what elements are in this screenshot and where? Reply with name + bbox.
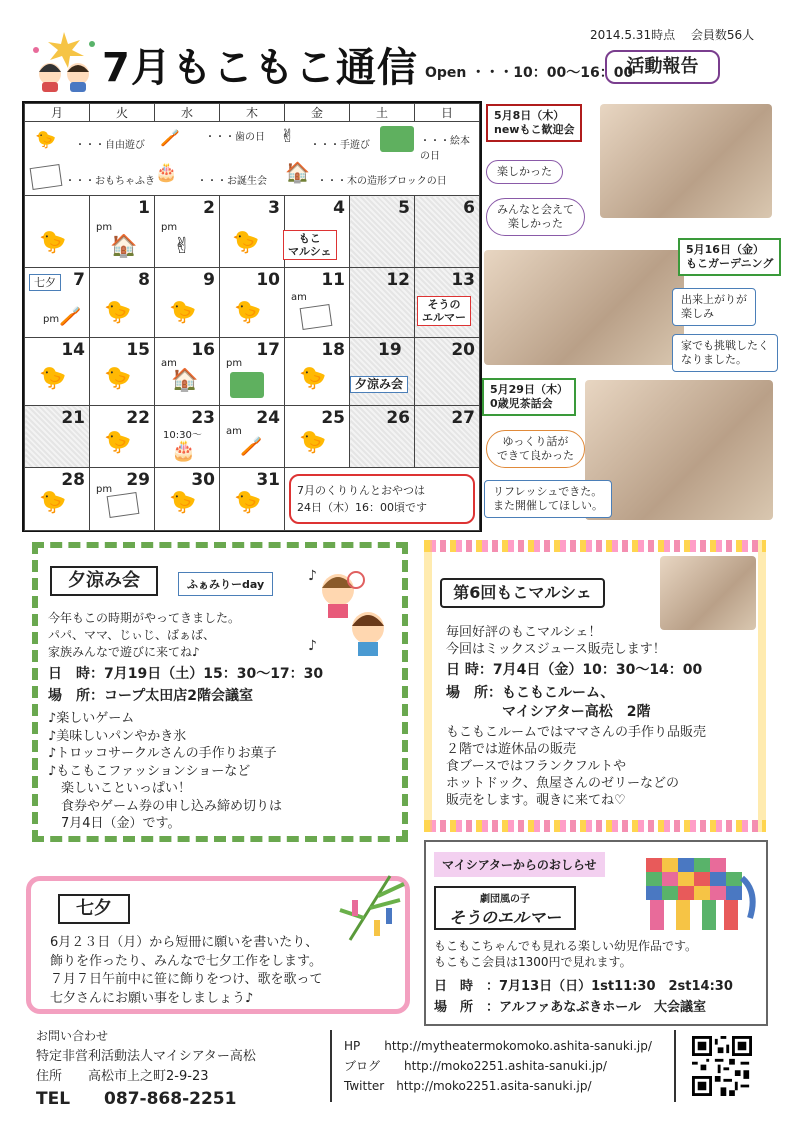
legend-hand-play: ・・・手遊び <box>310 140 370 151</box>
day-number: 17 <box>256 340 280 360</box>
comment-bubble: 出来上がりが 楽しみ <box>672 288 756 326</box>
day-cell-7[interactable] <box>25 268 90 338</box>
cake-icon: 🎂 <box>171 438 196 462</box>
day-cell-6[interactable] <box>415 196 480 268</box>
yusuzumi-tag: 夕涼み会 <box>350 376 408 393</box>
time-am: am <box>161 358 177 369</box>
day-cell-27[interactable] <box>415 406 480 468</box>
day-cell-18[interactable] <box>285 338 350 406</box>
day-cell-5[interactable] <box>350 196 415 268</box>
activity-name: もこガーデニング <box>686 257 774 270</box>
day-cell-29[interactable] <box>90 468 155 531</box>
day-cell-30[interactable] <box>155 468 220 531</box>
weekday-thu: 木 <box>220 104 285 122</box>
time-pm: pm <box>226 358 243 369</box>
time-pm: pm <box>96 484 113 495</box>
weekday-tue: 火 <box>90 104 155 122</box>
chick-icon: 🐤 <box>104 300 132 325</box>
day-cell-26[interactable] <box>350 406 415 468</box>
tanabata-body: 6月２３日（月）から短冊に願いを書いたり、 飾りを作ったり、みんなで七夕工作をします。 ７月７日午前中に笹に飾りをつけ、歌を歌って 七夕さんにお願い事をしましょう♪ <box>50 935 323 1006</box>
time-1030: 10:30〜 <box>163 430 202 441</box>
contact-address <box>36 1068 209 1085</box>
chick-icon: 🐤 <box>35 130 57 150</box>
day-cell-1[interactable] <box>90 196 155 268</box>
dancing-kids-illustration <box>300 560 400 660</box>
contact-tel <box>36 1088 236 1110</box>
cloth-icon <box>107 492 140 518</box>
comment-bubble: みんなと会えて 楽しかった <box>486 198 585 236</box>
activity-name: 0歳児茶話会 <box>490 397 553 410</box>
chick-icon: 🐤 <box>39 366 67 391</box>
day-number: 22 <box>126 408 150 428</box>
family-day-label: ふぁみりーday <box>178 572 273 596</box>
day-cell-empty <box>25 196 90 268</box>
toothbrush-icon: 🪥 <box>240 436 263 457</box>
day-number: 16 <box>191 340 215 360</box>
weekday-sat: 土 <box>350 104 415 122</box>
tanabata-kids-logo <box>28 30 100 94</box>
theater-place: 場 所 ：アルファあなぶきホール 大会議室 <box>434 1000 706 1015</box>
day-cell-2[interactable] <box>155 196 220 268</box>
activity-photo-1 <box>600 104 772 218</box>
day-number: 4 <box>333 198 345 218</box>
chick-icon: 🐤 <box>104 366 132 391</box>
yusuzumi-place: 場 所：コープ太田店2階会議室 <box>48 688 254 704</box>
day-cell-8[interactable] <box>90 268 155 338</box>
day-cell-16[interactable] <box>155 338 220 406</box>
day-number: 6 <box>463 198 475 218</box>
link-hp <box>344 1038 652 1055</box>
activity-label-3 <box>482 378 576 416</box>
tel-label: TEL <box>36 1089 71 1109</box>
time-pm: pm <box>43 314 60 325</box>
snack-note-cell <box>285 468 480 531</box>
activity-date: 5月16日（金） <box>686 243 764 256</box>
day-cell-25[interactable] <box>285 406 350 468</box>
marche-datetime: 日 時：7月4日（金）10：30〜14：00 <box>446 662 703 678</box>
comment-bubble: ゆっくり話が できて良かった <box>486 430 585 468</box>
activity-photo-3 <box>585 380 773 520</box>
day-number: 15 <box>126 340 150 360</box>
qr-code-icon[interactable] <box>692 1036 752 1096</box>
link-label: ブログ <box>344 1059 381 1073</box>
legend-free-play: ・・・自由遊び <box>75 140 145 151</box>
bamboo-illustration <box>330 870 414 944</box>
day-number: 13 <box>451 270 475 290</box>
day-number: 19 <box>378 340 402 360</box>
day-cell-17[interactable] <box>220 338 285 406</box>
day-number: 26 <box>386 408 410 428</box>
theater-header: マイシアターからのおしらせ <box>434 852 605 877</box>
marche-intro: 毎回好評のもこマルシェ！ 今回はミックスジュース販売します！ <box>446 625 666 657</box>
day-cell-20[interactable] <box>415 338 480 406</box>
time-pm: pm <box>161 222 178 233</box>
day-number: 5 <box>398 198 410 218</box>
comment-bubble: 楽しかった <box>486 160 563 184</box>
day-cell-11[interactable] <box>285 268 350 338</box>
yusuzumi-datetime: 日 時：7月19日（土）15：30〜17：30 <box>48 666 324 682</box>
day-number: 27 <box>451 408 475 428</box>
legend-teeth-day: ・・・歯の日 <box>205 132 265 143</box>
open-hours: Open ・・・10：00〜16：00 <box>425 65 634 81</box>
address-label: 住所 <box>36 1069 63 1084</box>
cloth-icon <box>300 304 333 330</box>
link-label: HP <box>344 1039 361 1053</box>
play-title: そうのエルマー <box>448 908 561 927</box>
link-label: Twitter <box>344 1079 385 1093</box>
chick-icon: 🐤 <box>169 490 197 515</box>
chick-icon: 🐤 <box>39 230 67 255</box>
marche-title: 第6回もこマルシェ <box>440 578 605 608</box>
day-cell-19[interactable] <box>350 338 415 406</box>
peace-hand-icon: ✌ <box>280 126 296 147</box>
comment-bubble: 家でも挑戦したく なりました。 <box>672 334 778 372</box>
day-number: 21 <box>61 408 85 428</box>
legend-birthday-party: ・・・お誕生会 <box>197 176 267 187</box>
day-number: 11 <box>321 270 345 290</box>
link-url[interactable]: http://moko2251.ashita-sanuki.jp/ <box>404 1059 607 1073</box>
day-number: 31 <box>256 470 280 490</box>
day-cell-12[interactable] <box>350 268 415 338</box>
weekday-mon: 月 <box>25 104 90 122</box>
day-cell-13[interactable] <box>415 268 480 338</box>
marche-place: 場 所：もこもこルーム、 マイシアター高松 2階 <box>446 685 651 720</box>
contact-label: お問い合わせ <box>36 1029 109 1043</box>
activity-label-1 <box>486 104 582 142</box>
marche-body: もこもこルームではママさんの手作り品販売 ２階では遊休品の販売 食ブースではフランクフルトや ホットドック、魚屋さんのゼリーなどの 販売をします。覗きに来てね♡ <box>446 725 707 808</box>
day-number: 18 <box>321 340 345 360</box>
legend-picture-book-day: ・・・絵本の日 <box>420 136 470 162</box>
day-cell-14[interactable] <box>25 338 90 406</box>
tanabata-title: 七夕 <box>58 894 130 924</box>
weekday-fri: 金 <box>285 104 350 122</box>
legend-wood-block-day: ・・・木の造形ブロックの日 <box>317 176 447 187</box>
day-cell-10[interactable] <box>220 268 285 338</box>
activity-photo-2 <box>484 250 684 365</box>
svg-text:♪: ♪ <box>308 638 317 654</box>
day-number: 8 <box>138 270 150 290</box>
day-number: 1 <box>138 198 150 218</box>
link-twitter <box>344 1078 591 1095</box>
day-number: 3 <box>268 198 280 218</box>
day-cell-23[interactable] <box>155 406 220 468</box>
yusuzumi-intro: 今年もこの時期がやってきました。 パパ、ママ、じぃじ、ばぁば、 家族みんなで遊びに来てね♪ <box>48 611 241 659</box>
legend-toy-wiping: ・・・おもちゃふき <box>65 176 155 187</box>
day-number: 24 <box>256 408 280 428</box>
tel-value[interactable]: 087-868-2251 <box>104 1089 237 1109</box>
picture-book-icon <box>230 372 264 398</box>
weekday-sun: 日 <box>415 104 480 122</box>
link-url[interactable]: http://mytheatermokomoko.ashita-sanuki.jp/ <box>384 1039 652 1053</box>
elmer-elephant-illustration <box>636 848 762 938</box>
day-number: 12 <box>386 270 410 290</box>
peace-hand-icon: ✌ <box>173 234 192 259</box>
day-number: 23 <box>191 408 215 428</box>
yusuzumi-items: ♪楽しいゲーム ♪美味しいパンやかき氷 ♪トロッコサークルさんの手作りお菓子 ♪もこもこファッションショーなど 楽しいこといっぱい！ 食券やゲーム券の申し込み締め切りは 7月4日（金）です。 <box>48 711 283 831</box>
picture-book-icon <box>380 126 414 152</box>
day-cell-28[interactable] <box>25 468 90 531</box>
chick-icon: 🐤 <box>39 490 67 515</box>
as-of-date: 2014.5.31時点 <box>590 28 676 42</box>
address-value: 高松市上之町2-9-23 <box>88 1069 209 1084</box>
day-number: 20 <box>451 340 475 360</box>
yusuzumi-title: 夕涼み会 <box>50 566 158 596</box>
cloth-icon <box>30 164 63 190</box>
day-cell-21[interactable] <box>25 406 90 468</box>
mokomarche-tag: もこ マルシェ <box>283 230 337 260</box>
block-house-icon: 🏠 <box>171 368 199 393</box>
activity-label-2 <box>678 238 781 276</box>
marche-photo <box>660 556 756 630</box>
day-cell-22[interactable] <box>90 406 155 468</box>
troupe-name: 劇団風の子 <box>480 894 530 905</box>
chick-icon: 🐤 <box>104 430 132 455</box>
day-cell-15[interactable] <box>90 338 155 406</box>
snack-note: 7月のくりりんとおやつは 24日（木）16：00頃です <box>289 474 475 524</box>
svg-text:♪: ♪ <box>308 568 317 584</box>
link-blog <box>344 1058 607 1075</box>
contact-org: 特定非営利活動法人マイシアター高松 <box>36 1049 256 1064</box>
time-am: am <box>291 292 307 303</box>
day-cell-3[interactable] <box>220 196 285 268</box>
elmer-tag: そうの エルマー <box>417 296 471 326</box>
chick-icon: 🐤 <box>234 490 262 515</box>
calendar <box>22 101 482 532</box>
day-number: 9 <box>203 270 215 290</box>
tanabata-tag: 七夕 <box>29 274 61 291</box>
chick-icon: 🐤 <box>169 300 197 325</box>
day-cell-31[interactable] <box>220 468 285 531</box>
theater-desc: もこもこちゃんでも見れる楽しい幼児作品です。 もこもこ会員は1300円で見れます。 <box>434 939 698 969</box>
calendar-legend <box>25 122 480 196</box>
block-house-icon: 🏠 <box>110 234 138 259</box>
chick-icon: 🐤 <box>299 430 327 455</box>
activity-name: newもこ歓迎会 <box>494 123 575 136</box>
day-number: 7 <box>73 270 85 290</box>
activity-date: 5月8日（木） <box>494 109 565 122</box>
chick-icon: 🐤 <box>299 366 327 391</box>
day-cell-24[interactable] <box>220 406 285 468</box>
block-house-icon: 🏠 <box>285 160 310 184</box>
toothbrush-icon: 🪥 <box>160 128 180 147</box>
link-url[interactable]: http://moko2251.asita-sanuki.jp/ <box>396 1079 592 1093</box>
weekday-wed: 水 <box>155 104 220 122</box>
membership-info <box>590 26 754 43</box>
cake-icon: 🎂 <box>155 162 178 183</box>
theater-datetime: 日 時 ：7月13日（日）1st11:30 2st14:30 <box>434 979 733 994</box>
chick-icon: 🐤 <box>232 230 260 255</box>
day-number: 2 <box>203 198 215 218</box>
time-am: am <box>226 426 242 437</box>
time-pm: pm <box>96 222 113 233</box>
newsletter-title: 7月もこもこ通信 <box>102 45 418 91</box>
toothbrush-icon: 🪥 <box>59 306 82 327</box>
chick-icon: 🐤 <box>234 300 262 325</box>
day-cell-4[interactable] <box>285 196 350 268</box>
activity-date: 5月29日（木） <box>490 383 568 396</box>
member-count: 会員数56人 <box>690 28 755 42</box>
day-number: 14 <box>61 340 85 360</box>
comment-bubble: リフレッシュできた。 また開催してほしい。 <box>484 480 612 518</box>
day-number: 28 <box>61 470 85 490</box>
activity-report-heading: 活動報告 <box>605 50 720 84</box>
day-number: 25 <box>321 408 345 428</box>
play-title-box <box>434 886 576 930</box>
day-number: 10 <box>256 270 280 290</box>
day-number: 30 <box>191 470 215 490</box>
day-number: 29 <box>126 470 150 490</box>
day-cell-9[interactable] <box>155 268 220 338</box>
